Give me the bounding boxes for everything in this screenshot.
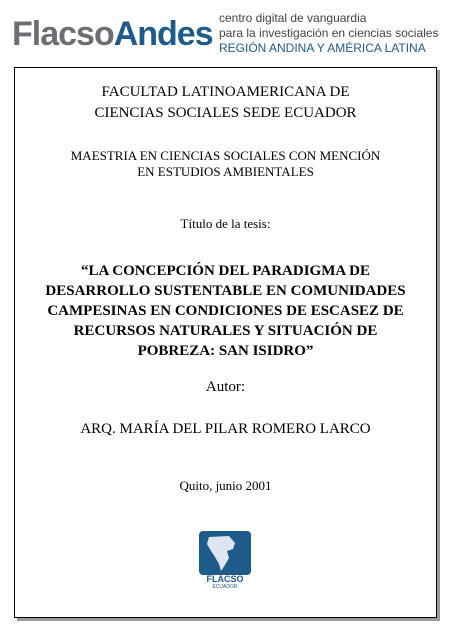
thesis-title-line-4: RECURSOS NATURALES Y SITUACIÓN DE (73, 323, 378, 339)
thesis-title-label: Título de la tesis: (180, 216, 271, 231)
thesis-title-line-3: CAMPESINAS EN CONDICIONES DE ESCASEZ DE (47, 303, 404, 319)
program-line-2: EN ESTUDIOS AMBIENTALES (137, 164, 314, 179)
flacsoandes-logo[interactable] (12, 14, 213, 54)
brand-flacso: Flacso (12, 15, 114, 53)
program-name (15, 148, 436, 180)
place-date: Quito, junio 2001 (179, 478, 272, 493)
program-line-1: MAESTRIA EN CIENCIAS SOCIALES CON MENCIÓN (70, 148, 381, 163)
logo-text-ecuador: ECUADOR (212, 584, 238, 589)
brand-andes: Andes (113, 15, 213, 53)
thesis-title (15, 261, 436, 361)
tagline-line-1: centro digital de vanguardia (219, 11, 367, 25)
thesis-cover-frame (14, 67, 437, 618)
author-label: Autor: (205, 379, 246, 395)
flacso-ecuador-logo (199, 531, 251, 589)
institution-name (15, 82, 436, 124)
site-header (0, 0, 450, 60)
thesis-title-line-2: DESARROLLO SUSTENTABLE EN COMUNIDADES (45, 283, 406, 299)
logo-text-flacso: FLACSO (206, 574, 244, 584)
institution-line-1: FACULTAD LATINOAMERICANA DE (101, 84, 350, 100)
author-name: ARQ. MARÍA DEL PILAR ROMERO LARCO (80, 421, 371, 437)
tagline-region: REGIÓN ANDINA Y AMÉRICA LATINA (219, 41, 426, 55)
thesis-title-line-5: POBREZA: SAN ISIDRO” (137, 343, 314, 359)
header-tagline (219, 11, 438, 56)
thesis-title-line-1: “LA CONCEPCIÓN DEL PARADIGMA DE (81, 263, 370, 279)
tagline-line-2: para la investigación en ciencias sociales (219, 26, 439, 40)
institution-line-2: CIENCIAS SOCIALES SEDE ECUADOR (94, 105, 357, 121)
